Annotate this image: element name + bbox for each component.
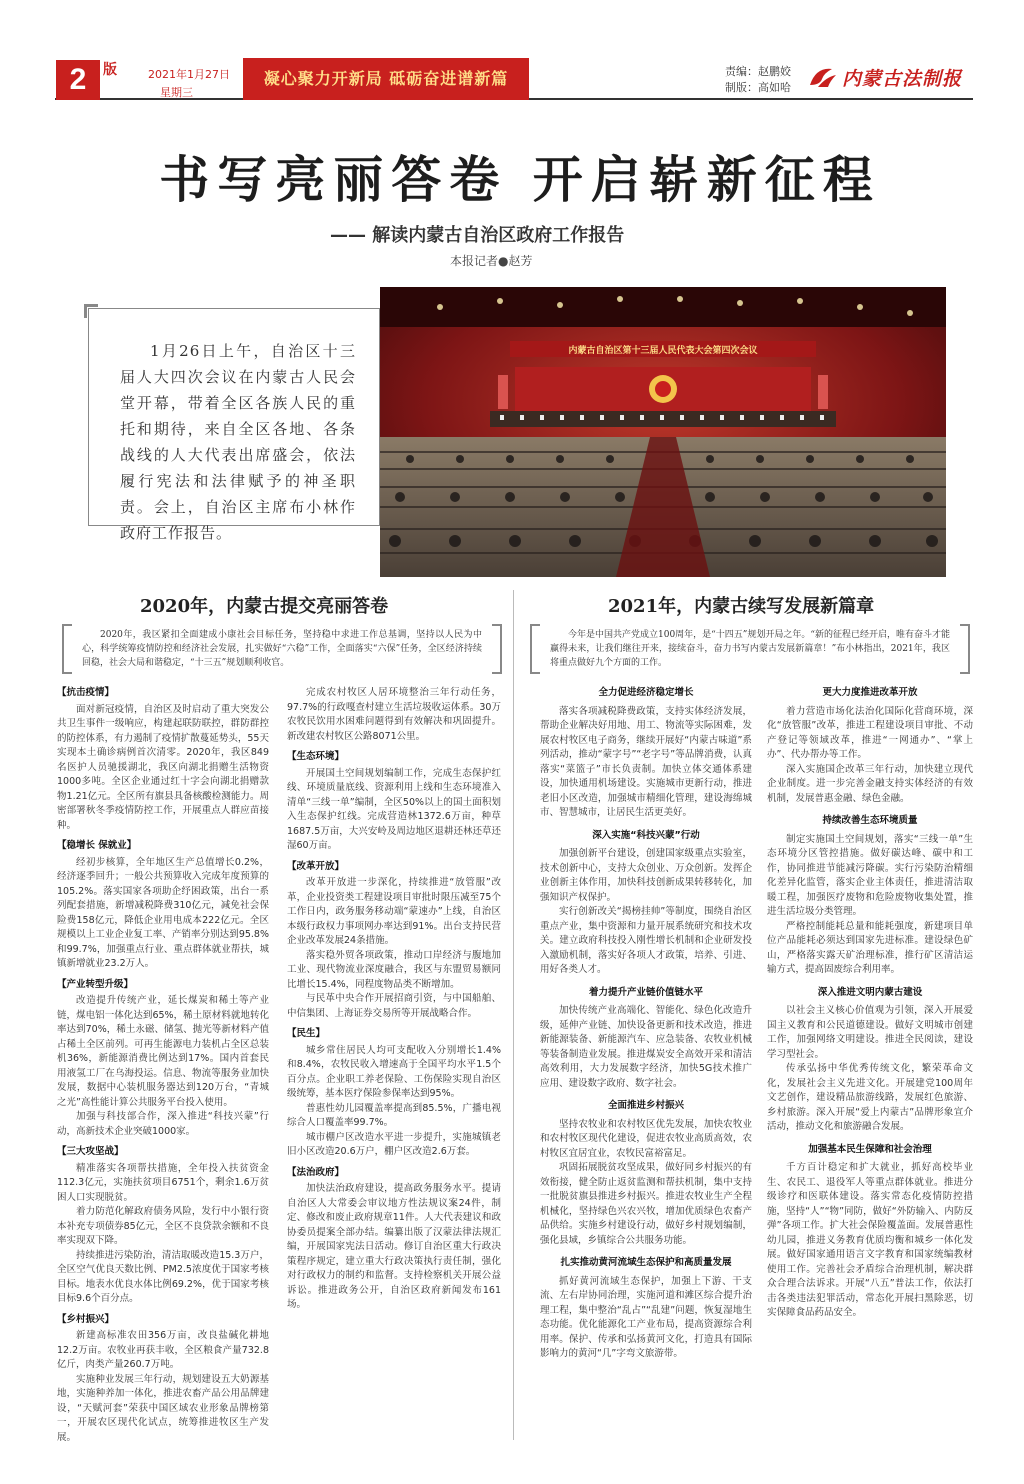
block-text: 持续推进污染防治，清洁取暖改造15.3万户，全区空气优良天数比例、PM2.5浓度优于国家考核目标。地表水优良水体比例69.2%，优于国家考核目标9.6个百分点。	[57, 1249, 269, 1304]
section-2020-title: 2020年，内蒙古提交亮丽答卷	[140, 596, 389, 617]
section-2020-intro-text: 2020年，我区紧扣全面建成小康社会目标任务，坚持稳中求进工作总基调，坚持以人民为中心，科学统筹疫情防控和经济社会发展，扎实做好“六稳”工作，全面落实“六保”任务，全区经济持续回稳，社会大局和谐稳定，“十三五”规划顺利收官。	[82, 630, 482, 668]
block-subheading: 深入推进文明内蒙古建设	[817, 986, 923, 998]
block-text: 以社会主义核心价值观为引领，深入开展爱国主义教育和公民道德建设。做好文明城市创建工作，加强网络文明建设。推进全民阅读，建设学习型社会。	[767, 1005, 973, 1060]
photo-banner-text: 内蒙古自治区第十三届人民代表大会第四次会议	[568, 346, 758, 356]
section-2020-intro	[62, 624, 502, 674]
section-2020-column-2	[287, 686, 501, 1446]
block-text: 改革开放进一步深化，持续推进“放管服”改革，企业投资类工程建设项目审批时限压减至75个工作日内，政务服务移动端“蒙速办”上线，自治区本级行政权力事项网办率达到91%。出台支持民营企业改革发展24条措施。	[287, 877, 501, 946]
page-number: 2	[56, 60, 100, 100]
block-text: 实行创新改关“揭榜挂帅”等制度，围绕自治区重点产业，集中资源和力量开展系统研究和技术攻关。建立政府科技投入刚性增长机制和企业研发投入激励机制，落实好各项人才政策，培养、引进、用好各类人才。	[540, 906, 752, 975]
block-tag: 【三大攻坚战】	[57, 1146, 124, 1157]
block-text: 加强创新平台建设，创建国家级重点实验室，技术创新中心，支持大众创业、万众创新。发挥企业创新主体作用，加快科技创新成果转移转化，加强知识产权保护。	[540, 848, 752, 903]
block-tag: 【乡村振兴】	[57, 1313, 115, 1325]
block-text: 深入实施国企改革三年行动，加快建立现代企业制度。进一步完善金融支持实体经济的有效机制，发展普惠金融、绿色金融。	[767, 763, 973, 804]
slogan-banner: 凝心聚力开新局 砥砺奋进谱新篇	[243, 58, 529, 100]
column-divider	[513, 590, 514, 1440]
masthead	[808, 60, 974, 94]
block-text: 与民革中央合作开展招商引资，与中国船舶、中信集团、上海证券交易所等开展战略合作。	[287, 993, 501, 1019]
newspaper-name: 内蒙古法制报	[842, 67, 963, 90]
block-text: 普惠性幼儿园覆盖率提高到85.5%，广播电视综合人口覆盖率99.7%。	[287, 1102, 501, 1128]
block-text: 加强与科技部合作，深入推进“科技兴蒙”行动，高新技术企业突破1000家。	[57, 1111, 269, 1137]
block-subheading: 更大力度推进改革开放	[822, 687, 918, 698]
congress-hall-illustration	[380, 287, 946, 577]
block-text: 严格控制能耗总量和能耗强度，新建项目单位产品能耗必须达到国家先进标准。建设绿色矿山，严格落实露天矿治理标准，推行矿区清洁运输方式，提高固废综合利用率。	[767, 920, 973, 975]
congress-photo	[380, 287, 946, 577]
designer-line: 制版：高如哈	[725, 81, 791, 94]
section-2021-intro	[530, 624, 970, 674]
block-text: 着力防范化解政府债务风险，发行中小银行资本补充专项债券85亿元，全区不良贷款余额和不良率实现双下降。	[57, 1206, 269, 1246]
block-tag: 【抗击疫情】	[57, 687, 115, 698]
block-text: 加快传统产业高端化、智能化、绿色化改造升级，延伸产业链、加快设备更新和技术改造，推进新能源装备、新能源汽车、应急装备、农牧业机械等装备制造业发展。推进煤炭安全高效开采和清洁高效利用，大力发展数字经济，加快5G技术推广应用、建设数字政府、数字社会。	[540, 1005, 752, 1089]
block-tag: 【稳增长 保就业】	[57, 840, 137, 851]
block-text: 抓好黄河流域生态保护，加强上下游、干支流、左右岸协同治理，实施河道和滩区综合提升治理工程，集中整治“乱占”“乱建”问题，恢复湿地生态功能。优化能源化工产业布局，提高资源综合利用率。保护、传承和弘扬黄河文化，打造具有国际影响力的黄河“几”字弯文旅游带。	[540, 1275, 752, 1359]
block-text: 新建高标准农田356万亩，改良盐碱化耕地12.2万亩。农牧业再获丰收，全区粮食产量732.8亿斤，肉类产量260.7万吨。	[57, 1330, 269, 1370]
section-2021-column-2	[767, 686, 973, 1446]
block-subheading: 扎实推动黄河流域生态保护和高质量发展	[560, 1257, 732, 1268]
subtitle: —— 解读内蒙古自治区政府工作报告	[330, 225, 625, 246]
block-text: 经初步核算，全年地区生产总值增长0.2%，经济逐季回升；一般公共预算收入完成年度预算的105.2%。落实国家各项助企纾困政策，出台一系列配套措施，新增减税降费310亿元，减免社会保险费158亿元，降低企业用电成本222亿元。全区规模以上工业企业复工率、产销率分别达到95.8%和99.7%，加强重点行业、重点群体就业帮扶，城镇新增就业23.2万人。	[57, 856, 269, 969]
block-subheading: 加强基本民生保障和社会治理	[808, 1143, 932, 1155]
newspaper-logo-icon	[808, 65, 838, 89]
block-text: 城乡常住居民人均可支配收入分别增长1.4%和8.4%，农牧民收入增速高于全国平均水平1.5个百分点。企业职工养老保险、工伤保险实现自治区级统筹，基本医疗保险参保率达到95%。	[287, 1044, 501, 1099]
section-2021-title: 2021年，内蒙古续写发展新篇章	[608, 596, 875, 617]
section-2021-column-1	[540, 686, 752, 1446]
block-tag: 【法治政府】	[287, 1166, 345, 1178]
issue-date: 2021年1月27日	[148, 68, 230, 81]
section-2020-column-1	[57, 686, 269, 1446]
block-text: 改造提升传统产业，延长煤炭和稀土等产业链，煤电铝一体化达到65%，稀土原材料就地转化率达到70%，稀土永磁、储氢、抛光等新材料产值占稀土全区前列。可再生能源电力装机占全区总装机36%，新能源消费比例达到17%。国内首套民用液氢工厂在乌海投运。信息、物流等服务业加快发展，数据中心装机服务器达到120万台，“青城之光”高性能计算公共服务平台投入使用。	[57, 995, 269, 1108]
block-tag: 【产业转型升级】	[57, 978, 134, 990]
block-tag: 【改革开放】	[287, 860, 345, 872]
block-text: 着力营造市场化法治化国际化营商环境，深化“放管服”改革，推进工程建设项目审批、不动产登记等领域改革，推进“一网通办”、“掌上办”、代办帮办等工作。	[767, 705, 973, 760]
block-text: 坚持农牧业和农村牧区优先发展，加快农牧业和农村牧区现代化建设，促进农牧业高质高效，农村牧区宜居宜业，农牧民富裕富足。	[540, 1118, 752, 1159]
block-text: 实施种业发展三年行动，规划建设五大奶源基地，实施种养加一体化，推进农畜产品公用品牌建设，“天赋河套”荣获中国区域农业形象品牌榜第一，开展农区现代化试点，统筹推进牧区生产发展。	[57, 1373, 269, 1443]
headline: 书写亮丽答卷 开启崭新征程	[159, 150, 881, 209]
section-2021-intro-text: 今年是中国共产党成立100周年，是“十四五”规划开局之年。“新的征程已经开启，唯有奋斗才能赢得未来，让我们继往开来，接续奋斗，奋力书写内蒙古发展新篇章！”布小林指出，2021年，我区将重点做好九个方面的工作。	[550, 630, 950, 668]
issue-weekday: 星期三	[160, 86, 193, 99]
block-subheading: 持续改善生态环境质量	[822, 815, 918, 826]
block-text: 面对新冠疫情，自治区及时启动了重大突发公共卫生事件一级响应，构建起联防联控，群防群控的防控体系，有力遏制了疫情扩散蔓延势头，55天实现本土确诊病例首次清零。2020年，我区849名医护人员驰援湖北，我区向湖北捐赠生活物资1000多吨。全区企业通过红十字会向湖北捐赠款物1.21亿元。全区所有旗县具备核酸检测能力。周密部署秋冬季疫情防控工作，开展重点人群应苗接种。	[57, 703, 269, 831]
page-label: 版	[103, 62, 117, 78]
block-text: 精准落实各项帮扶措施，全年投入扶贫资金112.3亿元，实施扶贫项目6751个，剩余1.6万贫困人口实现脱贫。	[57, 1162, 269, 1203]
lead-paragraph: 1月26日上午，自治区十三届人大四次会议在内蒙古人民会堂开幕，带着全区各族人民的重托和期待，来自全区各地、各条战线的人大代表出席盛会，依法履行宪法和法律赋予的神圣职责。会上，自治区主席布小林作政府工作报告。	[120, 342, 356, 542]
block-text: 制定实施国土空间规划，落实“三线一单”生态环境分区管控措施。做好碳达峰、碳中和工作，协同推进节能减污降碳。实行污染防治精细化差异化监管，落实企业主体责任，推进清洁取暖工程，加强医疗废物和危险废物收集处置，推进生活垃圾分类管理。	[767, 833, 973, 917]
block-subheading: 着力提升产业链价值链水平	[588, 986, 703, 998]
block-tag: 【民生】	[287, 1028, 326, 1039]
editor-credits	[725, 64, 791, 96]
block-subheading: 深入实施“科技兴蒙”行动	[592, 829, 700, 841]
block-text: 完成农村牧区人居环境整治三年行动任务，97.7%的行政嘎查村建立生活垃圾收运体系。30万农牧民饮用水困难问题得到有效解决和巩固提升。新改建农村牧区公路8071公里。	[287, 687, 501, 742]
block-text: 开展国土空间规划编制工作，完成生态保护红线、环境质量底线、资源利用上线和生态环境准入清单“三线一单”编制，全区50%以上的国土面积划入生态保护红线。完成营造林1372.6万亩，种草1687.5万亩，大兴安岭及周边地区退耕还林还草还湿60万亩。	[287, 767, 501, 851]
block-subheading: 全面推进乡村振兴	[607, 1100, 684, 1111]
block-tag: 【生态环境】	[287, 751, 345, 762]
block-text: 巩固拓展脱贫攻坚成果，做好同乡村振兴的有效衔接，健全防止返贫监测和帮扶机制，集中支持一批脱贫旗县推进乡村振兴。推进农牧业生产全程机械化，坚持绿色兴农兴牧，增加优质绿色农畜产品供给。实施乡村建设行动，做好乡村规划编制，强化县域，乡镇综合公共服务功能。	[540, 1162, 752, 1246]
byline: 本报记者●赵芳	[450, 254, 533, 268]
block-text: 落实稳外贸各项政策，推动口岸经济与腹地加工业、现代物流业深度融合，我区与东盟贸易额同比增长15.4%，同程度物品类不断增加。	[287, 949, 501, 990]
editor-line: 责编：赵鹏姣	[725, 65, 791, 78]
block-text: 传承弘扬中华优秀传统文化，繁荣革命文化，发展社会主义先进文化。开展建党100周年文艺创作，建设精品旅游线路，发展红色旅游、乡村旅游。深入开展“爱上内蒙古”品牌形象宣介活动，推动文化和旅游融合发展。	[767, 1063, 973, 1132]
block-text: 落实各项减税降费政策，支持实体经济发展，帮助企业解决好用地、用工、物流等实际困难，发展农村牧区电子商务，继续开展好“内蒙古味道”系列活动，推动“蒙字号”“老字号”等品牌消费，认真落实“菜篮子”市长负责制。加快立体交通体系建设，加快通用机场建设。实施城市更新行动，推进老旧小区改造，加强城市精细化管理，建设海绵城市、智慧城市，让居民生活更美好。	[540, 705, 752, 818]
block-text: 城市棚户区改造水平进一步提升，实施城镇老旧小区改造20.6万户，棚户区改造2.6万套。	[287, 1131, 501, 1157]
block-subheading: 全力促进经济稳定增长	[598, 687, 694, 698]
block-text: 加快法治政府建设，提高政务服务水平。提请自治区人大常委会审议地方性法规议案24件，制定、修改和废止政府规章11件。人大代表建议和政协委员提案全部办结。编纂出版了汉蒙法律法规汇编，开展国家宪法日活动。修订自治区重大行政决策程序规定，建立重大行政决策执行责任制，强化对行政权力的制约和监督。支持检察机关开展公益诉讼。推进政务公开，自治区政府新闻发布161场。	[287, 1183, 501, 1310]
block-text: 千方百计稳定和扩大就业，抓好高校毕业生、农民工、退役军人等重点群体就业。推进分级诊疗和医联体建设。落实常态化疫情防控措施，坚持“人”“物”同防，做好“外防输入、内防反弹”各项工作。扩大社会保险覆盖面。发展普惠性幼儿园，推进义务教育优质均衡和城乡一体化发展。做好国家通用语言文字教育和国家统编教材使用工作。完善社会矛盾综合治理机制，解决群众合理合法诉求。开展“八五”普法工作，依法打击各类违法犯罪活动，常态化开展扫黑除恶，切实保障食品药品安全。	[767, 1162, 973, 1318]
